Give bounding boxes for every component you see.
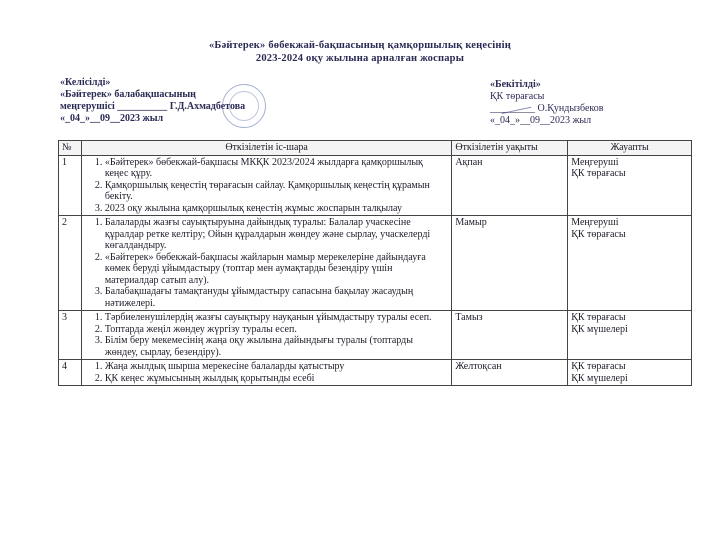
approval-right-signatory: _________ О.Қундызбеков bbox=[490, 103, 604, 114]
round-stamp-icon bbox=[222, 84, 266, 128]
event-item: 3. Балабақшадағы тамақтануды ұйымдастыру сапасына бақылау жасаудың нәтижелері. bbox=[105, 286, 448, 309]
event-item: 2. ҚК кеңес жұмысының жылдық қорытынды есебі bbox=[105, 373, 448, 385]
table-row bbox=[59, 155, 692, 216]
table-row bbox=[59, 311, 692, 360]
row-number: 2 bbox=[59, 216, 82, 311]
header-number: № bbox=[59, 141, 82, 156]
row-time: Тамыз bbox=[452, 311, 568, 360]
header-event: Өткізілетін іс-шара bbox=[81, 141, 451, 156]
approval-right-role: ҚК төрағасы bbox=[490, 91, 545, 102]
row-responsible: Меңгеруші ҚК төрағасы bbox=[568, 155, 692, 216]
row-events bbox=[81, 155, 451, 216]
approval-left-date: «_04_»__09__2023 жыл bbox=[60, 113, 164, 124]
row-events bbox=[81, 216, 451, 311]
table-row bbox=[59, 216, 692, 311]
row-time: Желтоқсан bbox=[452, 360, 568, 386]
header-time: Өткізілетін уақыты bbox=[452, 141, 568, 156]
event-item: 3. Білім беру мекемесінің жаңа оқу жылына дайындығы туралы (топтарды жөндеу, сырлау, безендіру). bbox=[105, 335, 448, 358]
table-row bbox=[59, 360, 692, 386]
approval-left-signatory: меңгерушісі __________ Г.Д.Ахмадбетова bbox=[60, 101, 246, 112]
event-item: 2. Топтарда жеңіл жөндеу жүргізу туралы есеп. bbox=[105, 324, 448, 336]
approval-left-block bbox=[60, 77, 245, 125]
row-events bbox=[81, 311, 451, 360]
event-item: 1. «Бәйтерек» бөбекжай-бақшасы МКҚК 2023/2024 жылдарға қамқоршылық кеңес құру. bbox=[105, 157, 448, 180]
row-events bbox=[81, 360, 451, 386]
document-title-line1: «Бәйтерек» бөбекжай-бақшасының қамқоршылық кеңесінің bbox=[208, 40, 512, 51]
row-time: Мамыр bbox=[452, 216, 568, 311]
row-responsible: Меңгеруші ҚК төрағасы bbox=[568, 216, 692, 311]
document-title-line2: 2023-2024 оқу жылына арналған жоспары bbox=[255, 53, 465, 64]
approval-right-date: «_04_»__09__2023 жыл bbox=[490, 115, 592, 126]
plan-table bbox=[58, 140, 692, 386]
row-number: 3 bbox=[59, 311, 82, 360]
event-item: 2. «Бәйтерек» бөбекжай-бақшасы жайларын мамыр мерекелеріне дайындауға көмек беруді ұйымдастыру (топтар мен аумақтарды безендіру үшін материалдар сатып алу). bbox=[105, 252, 448, 287]
event-item: 3. 2023 оқу жылына қамқоршылық кеңестің жұмыс жоспарын талқылау bbox=[105, 203, 448, 215]
row-number: 1 bbox=[59, 155, 82, 216]
row-responsible: ҚК төрағасы ҚК мүшелері bbox=[568, 360, 692, 386]
event-item: 2. Қамқоршылық кеңестің төрағасын сайлау. Қамқоршылық кеңестің құрамын бекіту. bbox=[105, 180, 448, 203]
approval-left-heading: «Келісілді» bbox=[60, 77, 111, 88]
event-item: 1. Балаларды жазғы сауықтыруына дайындық туралы: Балалар учаскесіне құралдар ретке келтіру; Ойын құралдарын жөндеу және сырлау, учаскелерді көгалдандыру. bbox=[105, 217, 448, 252]
row-time: Ақпан bbox=[452, 155, 568, 216]
row-number: 4 bbox=[59, 360, 82, 386]
row-responsible: ҚК төрағасы ҚК мүшелері bbox=[568, 311, 692, 360]
event-item: 1. Тәрбиеленушілердің жазғы сауықтыру науқанын ұйымдастыру туралы есеп. bbox=[105, 312, 448, 324]
table-header-row bbox=[59, 141, 692, 156]
approval-right-heading: «Бекітілді» bbox=[490, 79, 541, 90]
header-responsible: Жауапты bbox=[568, 141, 692, 156]
event-item: 1. Жаңа жылдық шырша мерекесіне балаларды қатыстыру bbox=[105, 361, 448, 373]
approval-left-org: «Бәйтерек» балабақшасының bbox=[60, 89, 196, 100]
